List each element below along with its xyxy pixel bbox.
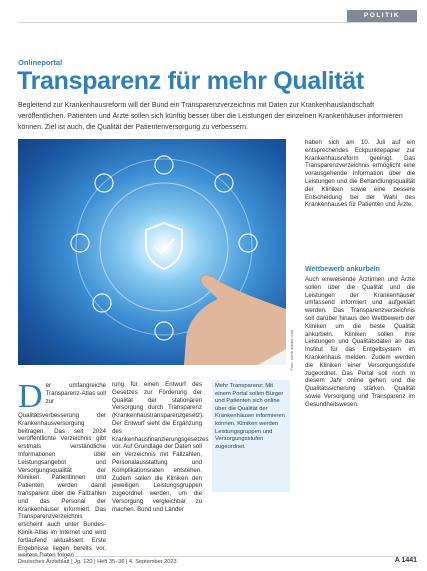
footer-publication: Deutsches Ärzteblatt | Jg. 120 | Heft 35–36 | 4. September 2023 — [18, 559, 177, 565]
body-column-3: haben sich am 10. Juli auf ein entsprechendes Eckpunktepapier zur Krankenhausreform geeinigt. Das Transparenzverzeichnis ermöglicht eine vorausgehende Information über die Leistungen und die Behandlungsqualität der Kliniken sowie eine bessere Entscheidung bei der Wahl des Krankenhauses für Patienten und Ärzte. — [305, 139, 415, 209]
article-kicker: Onlineportal — [18, 58, 63, 67]
body-column-1 — [18, 378, 106, 560]
body-column-3-continued: Auch einweisende Ärztinnen und Ärzte sollen über die Qualität und die Leistungen der Krankenhäuser umfassend informiert und aufgeklärt werden. Das Transparenzverzeichnis soll darüber hinaus den Wettbewerb der Kliniken um die beste Qualität ankurbeln. Kliniken sollen ihre Leistungen und Qualitätsdaten an das Institut für das Entgeltsystem im Krankenhaus melden. Zudem werden die Kliniken einer Versorgungsstufe zugeordnet. Das Portal soll noch in diesem Jahr online gehen und die Qualitätssicherung stärken. Qualität sowie Versorgung und Transparenz im Gesundheitswesen. — [305, 276, 415, 408]
article-lead: Begleitend zur Krankenhausreform will der Bund ein Transparenzverzeichnis mit Daten zur Krankenhauslandschaft veröffentlichen. Patienten und Ärzte sollen sich künftig besser über die Leistungen der einzelnen Krankenhäuser informieren können. Ziel ist auch, die Qualität der Patientenversorgung zu verbessern. — [18, 102, 403, 131]
body-column-2: rung für einen Entwurf des Gesetzes zur Förderung der Qualität der stationären Versorgung durch Transparenz (Krankenhaustransparenzgesetz). Der Entwurf sieht die Ergänzung des Krankenhausfinanzierungsgesetzes vor. Auf Grundlage der Daten soll ein Verzeichnis mit Fallzahlen, Personalausstattung und Komplikationsraten entstehen. Zudem sollen die Kliniken den jeweiligen Leistungsgruppen zugeordnet werden, um die Versorgung vergleichbar zu machen. Bund und Länder — [112, 381, 209, 513]
hand-touching-icons-illustration — [18, 139, 286, 365]
photo-credit: Foto: stock.adobe.com — [289, 330, 294, 371]
header-rule — [18, 22, 417, 23]
body-column-1-text: er umfangreiche Transparenz-Atlas soll zur Qualitätsverbesserung der Krankenhausversorgung beitragen. Das seit 2024 veröffentlichte Verzeichnis gibt erstmals verständliche Informationen über Leistungsangebot und Versorgungsqualität der Kliniken. Patientinnen und Patienten werden damit transparent über die Fallzahlen und das Personal der Krankenhäuser informiert. Das Transparenzverzeichnis erscheint auch unter Bundes-Klinik-Atlas im Internet und wird fortlaufend aktualisiert. Erste Ergebnisse liegen bereits vor, — [18, 382, 106, 552]
section-tag: POLITIK — [347, 10, 417, 22]
subheading: Wettbewerb ankurbeln — [305, 266, 380, 273]
article-title: Transparenz für mehr Qualität — [17, 67, 364, 95]
article-photo — [18, 139, 286, 365]
info-box: Mehr Transparenz: Mit einem Portal sollen Bürger und Patienten sich online über die Qualität der Krankenhäuser informieren können. Kliniken werden Leistungsgruppen und Versorgungsstufen zugeordnet. — [212, 380, 290, 492]
footer-rule — [18, 556, 417, 557]
drop-cap: D — [18, 378, 43, 415]
page-number: A 1441 — [394, 557, 417, 564]
